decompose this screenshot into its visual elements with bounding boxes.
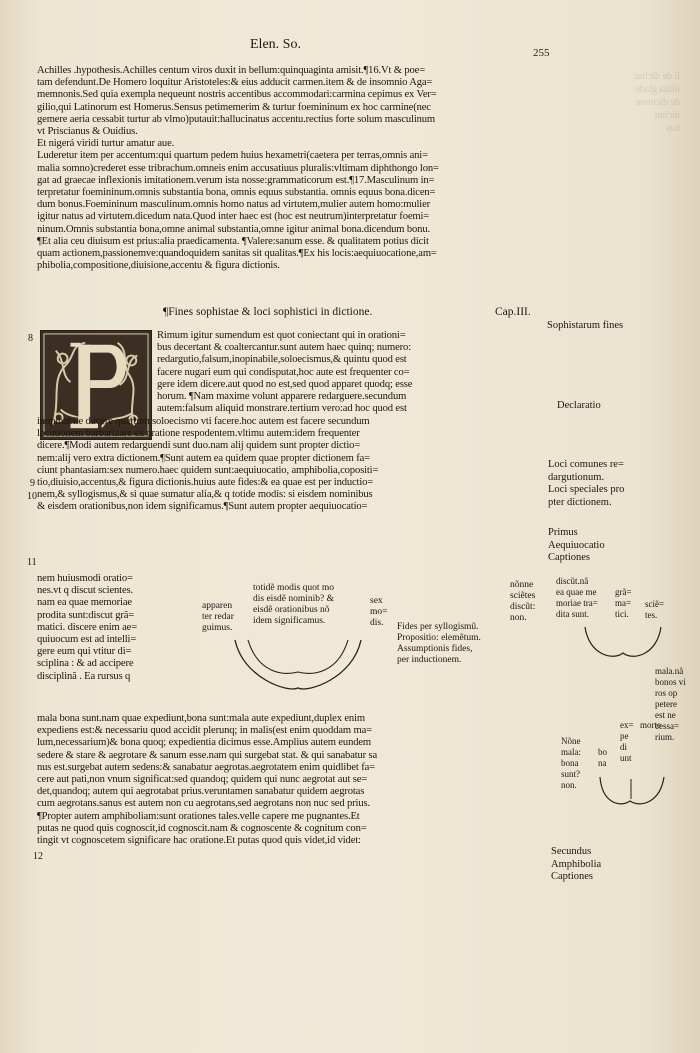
margin-note-declaratio: Declaratio (557, 400, 601, 411)
text-line: dicere.¶Modi autem redarguendi sunt duo.nam alij quidem sunt propter dictio= (37, 440, 361, 452)
margin-note-mala: mala.nã bonos vi ros op petere est ne cessa= rium. (655, 666, 686, 742)
text-line: gere idem dicere.aut quod no est,sed quod apparet quodq; esse (157, 378, 413, 390)
text-line: dum bonus.Foemininum masculinum.omnis homo natus ad virtutem,mulier autem homo:mulier (37, 199, 431, 211)
chapter-title: ¶Fines sophistae & loci sophistici in dictione. (163, 306, 373, 318)
text-line: ciunt phantasiam:sex numero.haec quidem sunt:aequiuocatio, amphibolia,copositi= (37, 464, 379, 476)
margin-number: 10 (27, 491, 37, 502)
text-line: cere aut pati,non vnum significat:sed quandoq; quidem qui nunc aegrotat aut se= (37, 774, 368, 786)
margin-note-scie: sciẽ= tes. (645, 599, 665, 620)
text-line: ¶Propter autem amphiboliam:sunt orationes tales.velle capere me pugnantes.Et (37, 810, 360, 822)
text-line: gemere aeria cessabit turtur ab vlmo)putauit:hallucinatus accentu.rectius forte solum masculinum (37, 113, 436, 125)
running-head: Elen. So. (250, 37, 301, 52)
text-line: facere nugari eum qui condisputat,hoc aute est frequenter co= (157, 366, 410, 378)
text-line: ninum.Omnis substantia bona,omne animal substantia,omne igitur animal bona.dicendum bonu. (37, 223, 430, 235)
text-line: nam ea quae memoriae (37, 597, 132, 609)
text-line: horum. ¶Nam maxime volunt apparere redarguere.secundum (157, 391, 407, 403)
main-text-block (157, 330, 542, 415)
text-line: putas ne quod quis cognoscit,id cognoscit.nam & cognoscente & cognitum con= (37, 822, 367, 834)
text-line: nem huiusmodi oratio= (37, 573, 133, 584)
text-line: sedere & stare & aegrotare & sanum esse.nam qui surgebat stat. & qui sanabatur sa (37, 749, 378, 761)
text-line: Rimum igitur sumendum est quot coniectant qui in orationi= (157, 330, 406, 341)
commentary-block (37, 65, 537, 272)
text-line: memnonis.Sed quia exempla nequeunt nostris accentibus accommodari:carmina cepimus ex Ver= (37, 89, 437, 101)
text-line: sciplina : & ad accipere (37, 658, 134, 670)
margin-note-loci: Loci comunes re= dargutionum. Loci speciales pro pter dictionem. (548, 459, 625, 508)
text-line: redargutio,falsum,inopinabile,soloecismus,& quintu quod est (157, 354, 407, 366)
text-line: matici. discere enim ae= (37, 621, 138, 633)
bleed-through-text: ſi de dicitur iſſiua glade de dictione dicitur bus (633, 71, 680, 134)
text-line: tam defendunt.De Homero loquitur Aristoteles:& eius adducit carmen.item & de insomnio Aga= (37, 77, 433, 89)
text-line: malia somno)crederet esse tribrachum.omneis enim accusatiuus pluralis:vltimam diphthongo lon= (37, 162, 439, 174)
text-line: Et nigerá viridi turtur amatur aue. (37, 138, 175, 150)
text-line: expediens est:& necessariu quod accidit plerunq; in malis(est enim quoddam ma= (37, 725, 372, 737)
text-line: nem,& syllogismus,& si quae sumatur alia,& q totide modis: si eisdem nominibus (37, 489, 373, 501)
text-line: lum,necessarium)& bona quoq; expedientia dicimus esse.Amplius autem eundem (37, 737, 371, 749)
text-line: Luderetur item per accentum:qui quartum pedem huius hexametri(caetera per terras,omnis ani= (37, 150, 428, 162)
text-line: tingit vt cognoscetem significare hac oratione.Et putas quod quis videt,id videt: (37, 835, 361, 847)
folio-number: 255 (533, 47, 550, 59)
margin-note-discunt: discũt.nã ea quae me moriae tra= dita sunt. (556, 576, 598, 619)
text-line: det,quandoq; autem qui aegrotabat prius.veruntamen sanabatur quidem aegrotas (37, 786, 365, 798)
text-line: cum aegrotans.sanus est autem non cu aegrotans,sed aegrotans non nuc sed prius. (37, 798, 370, 810)
diagram-label-fides: Fides per syllogismũ. Propositio: elemẽtum. Assumptionis fides, per inductionem. (397, 622, 481, 665)
text-line: Achilles .hypothesis.Achilles centum viros duxit in bellum:quinquaginta amisit.¶16.Vt & poe= (37, 65, 426, 76)
text-line: autem:falsum aliquid monstrare.tertium vero:ad hoc quod est (157, 403, 407, 415)
margin-note-secundus: Secundus Amphibolia Captiones (551, 846, 602, 882)
chapter-number: Cap.III. (495, 306, 531, 318)
main-text-block (37, 713, 542, 847)
text-line: disciplinã . Ea rursus q (37, 670, 131, 682)
text-line: ¶Et alia ceu diuisum est prius:alia praedicamenta. ¶Valere:sanum esse. & qualitatem potius dicit (37, 235, 429, 247)
margin-brace (598, 775, 668, 810)
text-line: nem:alij vero extra dictionem.¶Sunt autem ea quidem quae propter dictionem fa= (37, 452, 370, 464)
main-text-block (37, 416, 542, 514)
text-line: gere eum qui vtitur di= (37, 646, 132, 658)
margin-number: 11 (27, 557, 37, 568)
text-line: tio,diuisio,accentus,& figura dictionis.huius aute fides:& ea quae est per inductio= (37, 477, 374, 489)
margin-note-sophistarum: Sophistarum fines (547, 320, 624, 331)
margin-note-ex: ex= pe di unt (620, 720, 634, 763)
text-line: quiuocum est ad intelli= (37, 634, 137, 646)
text-line: nes.vt q discut scientes. (37, 585, 133, 597)
margin-number: 9 (30, 478, 35, 489)
text-line: & eisdem orationibus,non idem significamus.¶Sunt autem propter aequiuocatio= (37, 501, 368, 513)
brace-diagram (233, 638, 363, 698)
text-line: gat ad graecae inflexionis imitationem.verum ista nosse:grammaticorum est.¶17.Masculinum in= (37, 174, 435, 186)
margin-note-primus: Primus Aequiuocatio Captiones (548, 527, 605, 563)
margin-note-none: Nõne mala: bona sunt? non. (561, 736, 581, 790)
text-line: nus est.surgebat autem sedens:& sanabatur aegrotas.aegrotatem enim quidlibet fa= (37, 761, 375, 773)
narrow-text-column (37, 573, 197, 683)
text-line: locutionem barbarizare ex oratione respodentem.vltimu autem:idem frequenter (37, 428, 360, 440)
text-line: quam actionem,passionemve:quandoquidem sanitas sit qualitas.¶Ex his locis:aequiuocatione,am= (37, 248, 437, 260)
text-line: gilio,qui Latinorum est Homerus.Sensus petimemerim & turtur foemininum ex hoc carmine(nec (37, 101, 431, 113)
text-line: inopinabile ducere quartum soloecismo vti facere.hoc autem est facere secundum (37, 416, 370, 427)
text-line: prodita sunt:discut grã= (37, 609, 135, 621)
text-line: mala bona sunt.nam quae expediunt,bona sunt:mala aute expediunt,duplex enim (37, 713, 365, 724)
margin-number: 12 (33, 851, 43, 862)
diagram-label-totide: totidẽ modis quot mo dis eisdẽ nominib? & eisdẽ orationibus nõ idem significamus. (253, 583, 335, 626)
margin-note-morte: morte (640, 720, 661, 730)
margin-brace (583, 625, 663, 665)
diagram-label-sex-modis: sex mo= dis. (370, 596, 388, 628)
text-line: vt Priscianus & Ouidius. (37, 126, 138, 138)
text-line: terpretatur foemininum.omnis substantia bona, omnis equus substantia. omnis equus bona.dicen= (37, 187, 436, 199)
text-line: igitur natus ad virtutem.dicedum nata.Quod inter haec est (hoc est neutrum)interpretatur foemi= (37, 211, 430, 223)
text-line: bus decertant & coaltercantur.sunt autem haec quinq; numero: (157, 342, 411, 354)
diagram-label-nonne: nõnne sciẽtes discũt: non. (510, 580, 536, 623)
margin-number: 8 (28, 333, 33, 344)
margin-note-gra: grã= ma= tici. (615, 587, 632, 619)
text-line: phibolia,compositione,diuisione,accentu & figura dictionis. (37, 260, 280, 272)
margin-note-bona: bo na (598, 747, 607, 768)
diagram-label-apparen: apparen ter redar guimus. (202, 601, 234, 633)
